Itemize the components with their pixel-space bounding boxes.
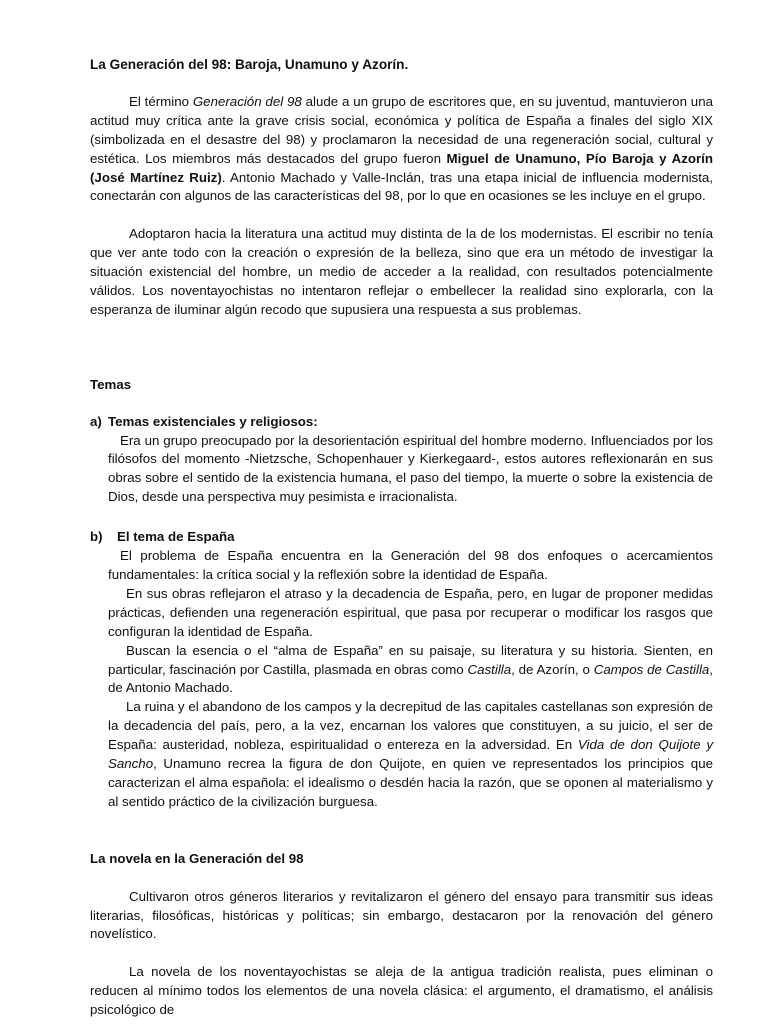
text-run: alude a un grupo de escritores que, en su juventud, mantuvieron una actitud muy crítica ante la grave crisis social, económica y política de España a finales del siglo XIX (simbolizada en el desastre del 98) y proclamaron la necesidad de una regeneración social, cultural y estética. Los miembros más destacados del grupo fueron — [90, 93, 713, 166]
item-b-marker: b) — [90, 529, 103, 545]
temas-heading: Temas — [90, 376, 132, 392]
item-a-body — [90, 432, 713, 508]
document-title: La Generación del 98: Baroja, Unamuno y Azorín. — [90, 57, 409, 72]
intro-paragraph-1 — [90, 93, 713, 206]
text-run: Campos de Castilla — [593, 661, 710, 677]
text-run: Vida de don Quijote y Sancho — [108, 737, 713, 772]
text-run: Buscan la esencia o el “alma de España” en su paisaje, su literatura y su historia. Sienten, en particular, fascinación por Castilla, plasmada en obras como — [108, 642, 713, 677]
text-run: , Unamuno recrea la figura de don Quijote, en quien ve representados los principios que caracterizan el alma española: el idealismo o desdén hacia la razón, que se oponen al materialismo y al sentido práctico de la civilización burguesa. — [108, 756, 713, 809]
text-run: La ruina y el abandono de los campos y la decrepitud de las capitales castellanas son expresión de la decadencia del país, pero, a la vez, encarnan los valores que constituyen, a su juicio, el ser de España: austeridad, nobleza, espiritualidad o entereza en la adversidad. En — [108, 699, 713, 753]
item-a-paragraph: Era un grupo preocupado por la desorientación espiritual del hombre moderno. Influenciados por los filósofos del momento -Nietzsche, Schopenhauer y Kierkegaard-, estos autores reflexionarán en sus obras sobre el sentido de la existencia humana, el paso del tiempo, la muerte o sobre la existencia de Dios, desde una perspectiva muy pesimista e irracionalista. — [108, 432, 713, 505]
novela-heading: La novela en la Generación del 98 — [90, 850, 304, 866]
item-a-marker: a) — [90, 413, 102, 429]
item-b-body — [90, 547, 713, 812]
text-run: El término — [129, 93, 193, 109]
item-b-title: El tema de España — [117, 529, 235, 545]
item-b-paragraph-2: En sus obras reflejaron el atraso y la decadencia de España, pero, en lugar de proponer medidas prácticas, defienden una regeneración espiritual, que pasa por recuperar o modificar los rasgos que configuran la identidad de España. — [108, 585, 713, 639]
text-run: Castilla — [467, 661, 512, 677]
item-b-heading — [90, 528, 713, 547]
item-a-heading — [90, 413, 713, 432]
text-run: Miguel de Unamuno, Pío Baroja y Azorín (José Martínez Ruiz) — [90, 150, 713, 185]
text-run: Generación del 98 — [192, 93, 302, 109]
novela-paragraph-1: Cultivaron otros géneros literarios y revitalizaron el género del ensayo para transmitir sus ideas literarias, filosóficas, históricas y políticas; sin embargo, destacaron por la renovación del género novelístico. — [90, 888, 713, 942]
item-a-title: Temas existenciales y religiosos: — [108, 413, 318, 429]
text-run: , de Azorín, o — [511, 661, 594, 677]
text-run: . Antonio Machado y Valle-Inclán, tras una etapa inicial de influencia modernista, conectarán con algunos de las características del 98, por lo que en ocasiones se les incluye en el grupo. — [90, 169, 713, 204]
item-b-paragraph-4 — [108, 698, 713, 811]
text-run: , de Antonio Machado. — [108, 661, 713, 696]
intro-paragraph-2: Adoptaron hacia la literatura una actitud muy distinta de la de los modernistas. El escribir no tenía que ver ante todo con la creación o expresión de la belleza, sino que era un método de investigar la situación existencial del hombre, un medio de acceder a la realidad, con resultados potencialmente válidos. Los noventayochistas no intentaron reflejar o embellecer la realidad sino explorarla, con la esperanza de iluminar algún recodo que supusiera una respuesta a sus problemas. — [90, 226, 713, 317]
novela-paragraph-2: La novela de los noventayochistas se aleja de la antigua tradición realista, pues eliminan o reducen al mínimo todos los elementos de una novela clásica: el argumento, el dramatismo, el análisis psicológico de — [90, 964, 713, 1018]
item-b-paragraph-3 — [108, 642, 713, 699]
item-b-paragraph-1: El problema de España encuentra en la Generación del 98 dos enfoques o acercamientos fundamentales: la crítica social y la reflexión sobre la identidad de España. — [108, 548, 713, 583]
